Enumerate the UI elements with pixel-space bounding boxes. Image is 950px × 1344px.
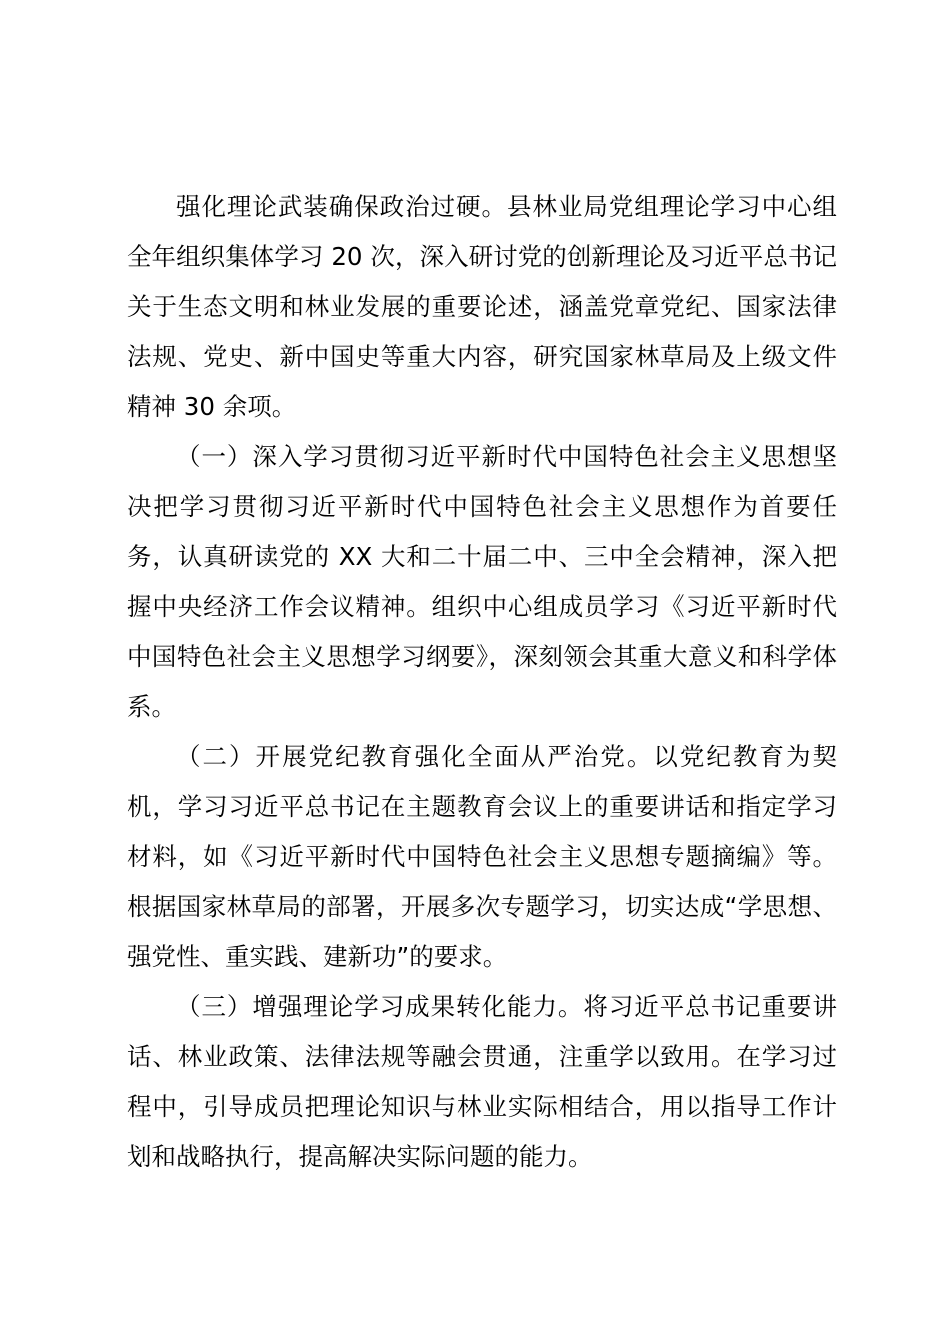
paragraph-section-3: （三）增强理论学习成果转化能力。将习近平总书记重要讲话、林业政策、法律法规等融会贯通，注重学以致用。在学习过程中，引导成员把理论知识与林业实际相结合，用以指导工作计划和战略执行，提高解决实际问题的能力。 <box>127 992 837 1171</box>
paragraph-section-1: （一）深入学习贯彻习近平新时代中国特色社会主义思想坚决把学习贯彻习近平新时代中国特色社会主义思想作为首要任务，认真研读党的 XX 大和二十届二中、三中全会精神，深入把握中央经济工作会议精神。组织中心组成员学习《习近平新时代中国特色社会主义思想学习纲要》，深刻领会其重大意义和科学体系。 <box>127 442 837 721</box>
document-body <box>127 182 837 1182</box>
paragraph-intro: 强化理论武装确保政治过硬。县林业局党组理论学习中心组全年组织集体学习 20 次，深入研讨党的创新理论及习近平总书记关于生态文明和林业发展的重要论述，涵盖党章党纪、国家法律法规、党史、新中国史等重大内容，研究国家林草局及上级文件精神 30 余项。 <box>127 192 837 421</box>
paragraph-section-2: （二）开展党纪教育强化全面从严治党。以党纪教育为契机，学习习近平总书记在主题教育会议上的重要讲话和指定学习材料，如《习近平新时代中国特色社会主义思想专题摘编》等。根据国家林草局的部署，开展多次专题学习，切实达成“学思想、强党性、重实践、建新功”的要求。 <box>127 742 837 971</box>
